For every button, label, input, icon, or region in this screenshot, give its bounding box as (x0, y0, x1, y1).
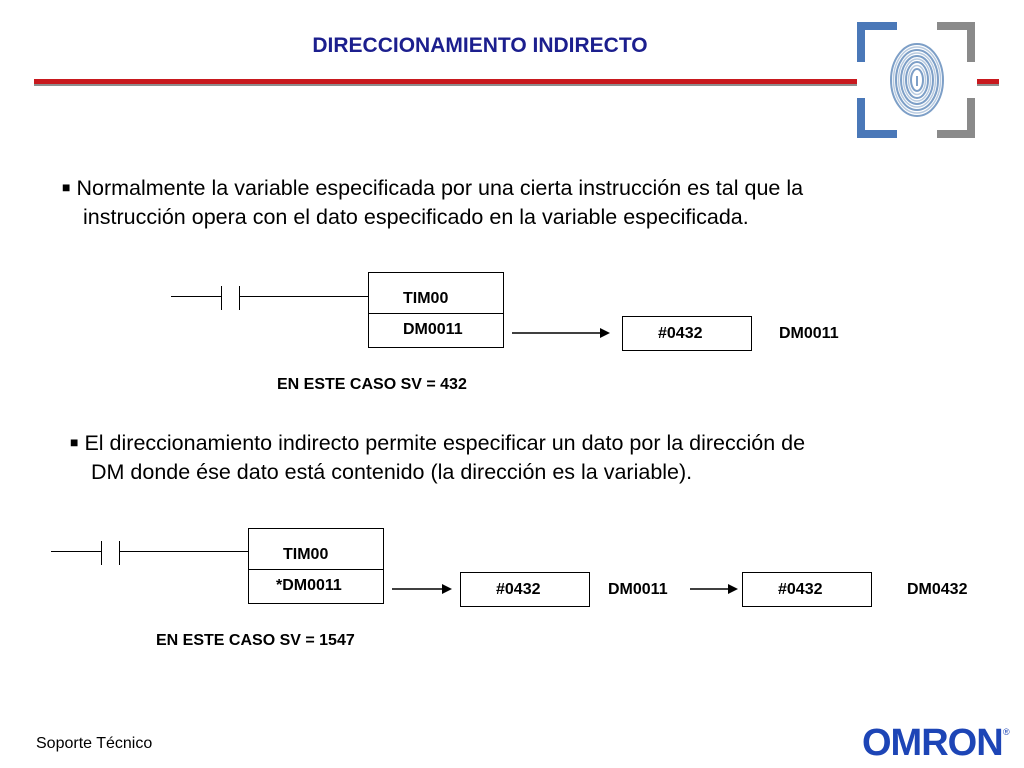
paragraph-line: Normalmente la variable especificada por una cierta instrucción es tal que la (76, 176, 804, 200)
rung-line (239, 296, 368, 297)
fingerprint-logo (857, 20, 977, 140)
memory-address-label: DM0432 (907, 581, 968, 598)
title-rule-shadow (34, 84, 999, 86)
sv-note-indirect: EN ESTE CASO SV = 1547 (156, 632, 355, 649)
rung-line (119, 551, 248, 552)
contact-left-bar (221, 286, 222, 310)
contact-right-bar (239, 286, 240, 310)
registered-mark: ® (1003, 727, 1010, 737)
paragraph-line: DM donde ése dato está contenido (la dirección es la variable). (91, 460, 693, 484)
memory-value: #0432 (496, 581, 541, 598)
omron-logo: OMRON (862, 722, 1003, 764)
contact-right-bar (119, 541, 120, 565)
bullet-icon: ■ (70, 434, 79, 450)
arrow-icon (392, 582, 454, 596)
memory-address-label: DM0011 (779, 325, 839, 342)
rung-line (51, 551, 101, 552)
footer-text: Soporte Técnico (36, 735, 153, 752)
timer-name: TIM00 (283, 546, 329, 563)
arrow-icon (512, 326, 612, 340)
slide-title: DIRECCIONAMIENTO INDIRECTO (312, 34, 648, 57)
paragraph-indirect-addressing (70, 428, 970, 487)
paragraph-line: El direccionamiento indirecto permite especificar un dato por la dirección de (84, 431, 806, 455)
timer-operand: *DM0011 (276, 577, 342, 594)
memory-value: #0432 (658, 325, 703, 342)
box-divider (249, 569, 383, 570)
timer-name: TIM00 (403, 290, 449, 307)
bullet-icon: ■ (62, 179, 71, 195)
sv-note-direct: EN ESTE CASO SV = 432 (277, 376, 467, 393)
fingerprint-icon (857, 20, 977, 140)
timer-operand: DM0011 (403, 321, 463, 338)
rung-line (171, 296, 221, 297)
memory-value: #0432 (778, 581, 823, 598)
paragraph-direct-addressing (62, 173, 962, 232)
contact-left-bar (101, 541, 102, 565)
paragraph-line: instrucción opera con el dato especificado en la variable especificada. (83, 205, 749, 229)
memory-address-label: DM0011 (608, 581, 668, 598)
box-divider (369, 313, 503, 314)
arrow-icon (690, 582, 740, 596)
